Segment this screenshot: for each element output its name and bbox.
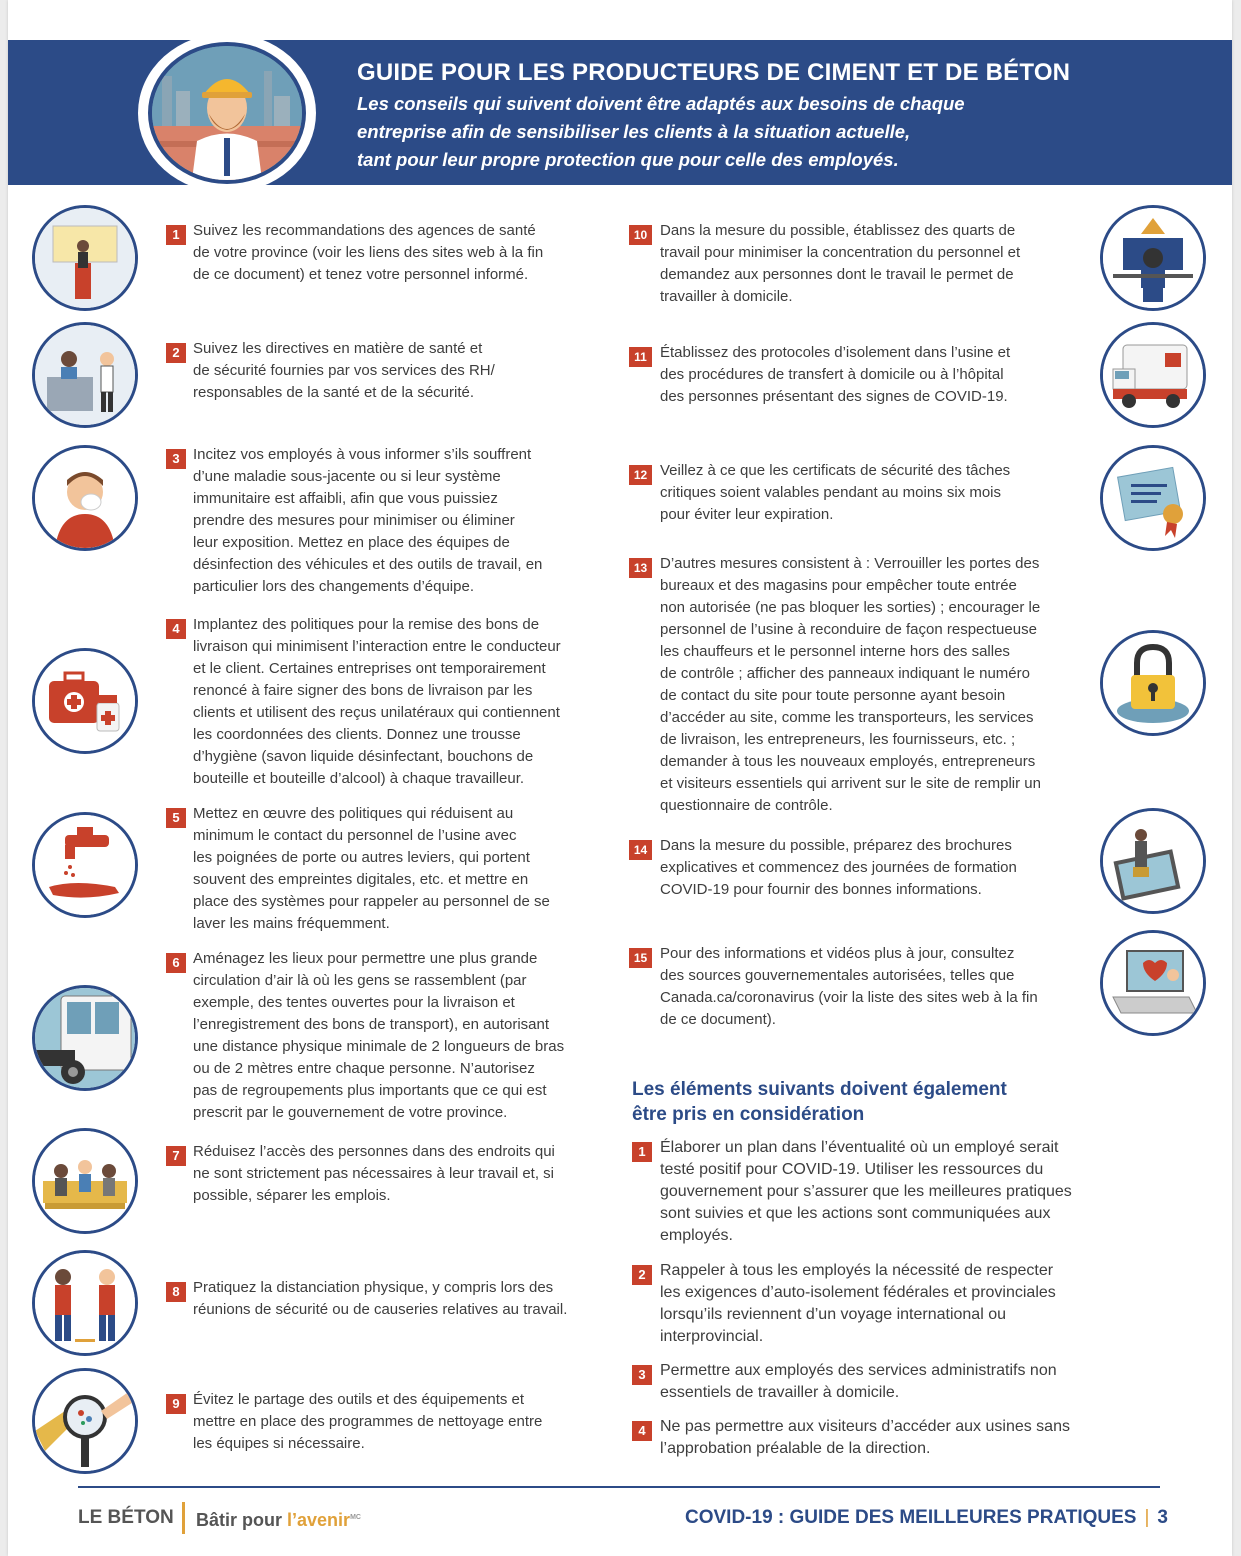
- item-number: 14: [629, 840, 652, 860]
- footer-slogan: [196, 1510, 361, 1531]
- item-number: 1: [166, 225, 186, 245]
- list-item: [166, 1389, 542, 1455]
- handwashing-tap-icon: [32, 812, 138, 918]
- item-text: Dans la mesure du possible, préparez des brochures explicatives et commencez des journées de formation COVID-19 pour fournir des bonnes informations.: [660, 837, 1017, 898]
- list-item: [166, 220, 543, 286]
- list-item: [632, 1137, 1072, 1247]
- sneezing-person-icon: [32, 445, 138, 551]
- engineer-avatar-icon: [148, 42, 306, 184]
- item-number: 2: [632, 1265, 652, 1285]
- list-item: [166, 948, 564, 1124]
- item-number: 6: [166, 953, 186, 973]
- item-text: Réduisez l’accès des personnes dans des endroits qui ne sont strictement pas nécessaires à leur travail et, si possible, séparer les emplois.: [193, 1143, 555, 1204]
- item-number: 10: [629, 225, 652, 245]
- list-item: [166, 1141, 555, 1207]
- slogan-prefix: Bâtir pour: [196, 1510, 288, 1530]
- padlock-icon: [1100, 630, 1206, 736]
- slogan-accent: l’avenir: [287, 1510, 351, 1530]
- page-subtitle: Les conseils qui suivent doivent être adaptés aux besoins de chaque entreprise afin de sensibiliser les clients à la situation actuelle, tant pour leur propre protection que pour celle des employés.: [357, 93, 965, 170]
- item-number: 8: [166, 1282, 186, 1302]
- hr-desk-icon: [32, 322, 138, 428]
- item-number: 2: [166, 343, 186, 363]
- item-text: Incitez vos employés à vous informer s’ils souffrent d’une maladie sous-jacente ou si leur système immunitaire est affaibli, afin que vous puissiez prendre des mesures pour minimiser ou éliminer leur exposition. Mettez en place des équipes de désinfection des véhicules et des outils de travail, en particulier lors des changements d’équipe.: [193, 446, 543, 595]
- item-text: Établissez des protocoles d’isolement dans l’usine et des procédures de transfert à domicile ou à l’hôpital des personnes présentant des signes de COVID-19.: [660, 344, 1011, 405]
- item-text: Permettre aux employés des services administratifs non essentiels de travailler à domicile.: [660, 1362, 1057, 1401]
- item-number: 12: [629, 465, 652, 485]
- item-number: 15: [629, 948, 652, 968]
- item-text: Veillez à ce que les certificats de sécurité des tâches critiques soient valables pendant au moins six mois pour éviter leur expiration.: [660, 462, 1011, 523]
- remote-worker-icon: [1100, 205, 1206, 311]
- item-number: 13: [629, 558, 652, 578]
- truck-icon: [32, 985, 138, 1091]
- list-item: [629, 220, 1020, 308]
- item-number: 4: [632, 1421, 652, 1441]
- item-number: 7: [166, 1146, 186, 1166]
- item-text: Dans la mesure du possible, établissez des quarts de travail pour minimiser la concentration du personnel et demandez aux personnes dont le travail le permet de travailler à domicile.: [660, 222, 1021, 305]
- list-item: [629, 460, 1010, 526]
- footer-guide: [685, 1507, 1168, 1529]
- list-item: [632, 1360, 1057, 1404]
- list-item: [629, 553, 1041, 817]
- presenter-icon: [32, 205, 138, 311]
- item-text: Suivez les recommandations des agences de santé de votre province (voir les liens des sites web à la fin de ce document) et tenez votre personnel informé.: [193, 222, 544, 283]
- list-item: [629, 943, 1038, 1031]
- item-text: Pratiquez la distanciation physique, y compris lors des réunions de sécurité ou de causeries relatives au travail.: [193, 1279, 568, 1318]
- list-item: [629, 835, 1017, 901]
- magnifier-icon: [32, 1368, 138, 1474]
- list-item: [166, 338, 495, 404]
- list-item: [166, 614, 561, 790]
- item-number: 4: [166, 619, 186, 639]
- list-item: [629, 342, 1010, 408]
- item-text: Élaborer un plan dans l’éventualité où un employé serait testé positif pour COVID-19. Utiliser les ressources du gouvernement pour s’assurer que les meilleures pratiques sont suivies et que les actions sont communiquées aux employés.: [660, 1139, 1072, 1244]
- page-number: 3: [1157, 1507, 1168, 1528]
- distancing-icon: [32, 1250, 138, 1356]
- item-number: 5: [166, 808, 186, 828]
- item-text: Ne pas permettre aux visiteurs d’accéder aux usines sans l’approbation préalable de la direction.: [660, 1418, 1070, 1457]
- item-number: 9: [166, 1394, 186, 1414]
- item-text: Mettez en œuvre des politiques qui réduisent au minimum le contact du personnel de l’usine avec les poignées de porte ou autres leviers, qui portent souvent des empreintes digitales, etc. et mettre en place des systèmes pour rappeler au personnel de se laver les mains fréquemment.: [193, 805, 550, 932]
- item-text: Implantez des politiques pour la remise des bons de livraison qui minimisent l’interaction entre le conducteur et le client. Certaines entreprises ont temporairement renoncé à faire signer des bons de livraison par les clients et utilisent des reçus unilatéraux qui contiennent les coordonnées des clients. Donnez une trousse d’hygiène (savon liquide désinfectant, bouchons de bouteille et bouteille d’alcool) à chaque travailleur.: [193, 616, 561, 787]
- footer-separator: |: [1144, 1507, 1150, 1528]
- item-number: 1: [632, 1142, 652, 1162]
- list-item: [166, 803, 550, 935]
- footer-divider: [78, 1486, 1160, 1488]
- ambulance-icon: [1100, 322, 1206, 428]
- guide-title: COVID-19 : GUIDE DES MEILLEURES PRATIQUES: [685, 1507, 1137, 1528]
- video-call-icon: [1100, 930, 1206, 1036]
- footer-brand-bar: [182, 1502, 185, 1534]
- section-heading: Les éléments suivants doivent également être pris en considération: [632, 1079, 1007, 1125]
- item-text: Rappeler à tous les employés la nécessité de respecter les exigences d’auto-isolement fédérales et provinciales lorsqu’ils reviennent d’un voyage international ou interprovincial.: [660, 1262, 1056, 1345]
- item-number: 11: [629, 347, 652, 367]
- list-item: [166, 1277, 567, 1321]
- item-text: Pour des informations et vidéos plus à jour, consultez des sources gouvernementales autorisées, telles que Canada.ca/coronavirus (voir la liste des sites web à la fin de ce document).: [660, 945, 1038, 1028]
- footer-brand: LE BÉTON: [78, 1507, 174, 1528]
- item-text: D’autres mesures consistent à : Verrouiller les portes des bureaux et des magasins pour empêcher toute entrée non autorisée (ne pas bloquer les sorties) ; encourager le personnel de l’usine à reconduire de façon respectueuse les chauffeurs et le personnel interne hors des salles de contrôle ; afficher des panneaux indiquant le numéro de contact du site pour toute personne ayant besoin d’accéder au site, comme les transporteurs, les services de livraison, les entrepreneurs, les fournisseurs, etc. ; demander à tous les nouveaux employés, entrepreneurs et visiteurs essentiels qui arrivent sur le site de remplir un questionnaire de contrôle.: [660, 555, 1041, 814]
- document-page: [8, 0, 1232, 1556]
- item-text: Suivez les directives en matière de santé et de sécurité fournies par vos services des RH/ responsables de la santé et de la sécurité.: [193, 340, 495, 401]
- trademark: MC: [350, 1514, 361, 1521]
- laptop-training-icon: [1100, 808, 1206, 914]
- waiting-room-icon: [32, 1128, 138, 1234]
- item-text: Aménagez les lieux pour permettre une plus grande circulation d’air là où les gens se rassemblent (par exemple, des tentes ouvertes pour la livraison et l’enregistrement des bons de transport), en autorisant une distance physique minimale de 2 longueurs de bras ou de 2 mètres entre chaque personne. N’autorisez pas de regroupements plus importants que ce qui est prescrit par le gouvernement de votre province.: [193, 950, 565, 1121]
- item-number: 3: [632, 1365, 652, 1385]
- list-item: [166, 444, 542, 598]
- list-item: [632, 1416, 1070, 1460]
- item-number: 3: [166, 449, 186, 469]
- first-aid-kit-icon: [32, 648, 138, 754]
- list-item: [632, 1260, 1056, 1348]
- item-text: Évitez le partage des outils et des équipements et mettre en place des programmes de nettoyage entre les équipes si nécessaire.: [193, 1391, 543, 1452]
- certificate-icon: [1100, 445, 1206, 551]
- page-title: GUIDE POUR LES PRODUCTEURS DE CIMENT ET DE BÉTON: [357, 59, 1071, 86]
